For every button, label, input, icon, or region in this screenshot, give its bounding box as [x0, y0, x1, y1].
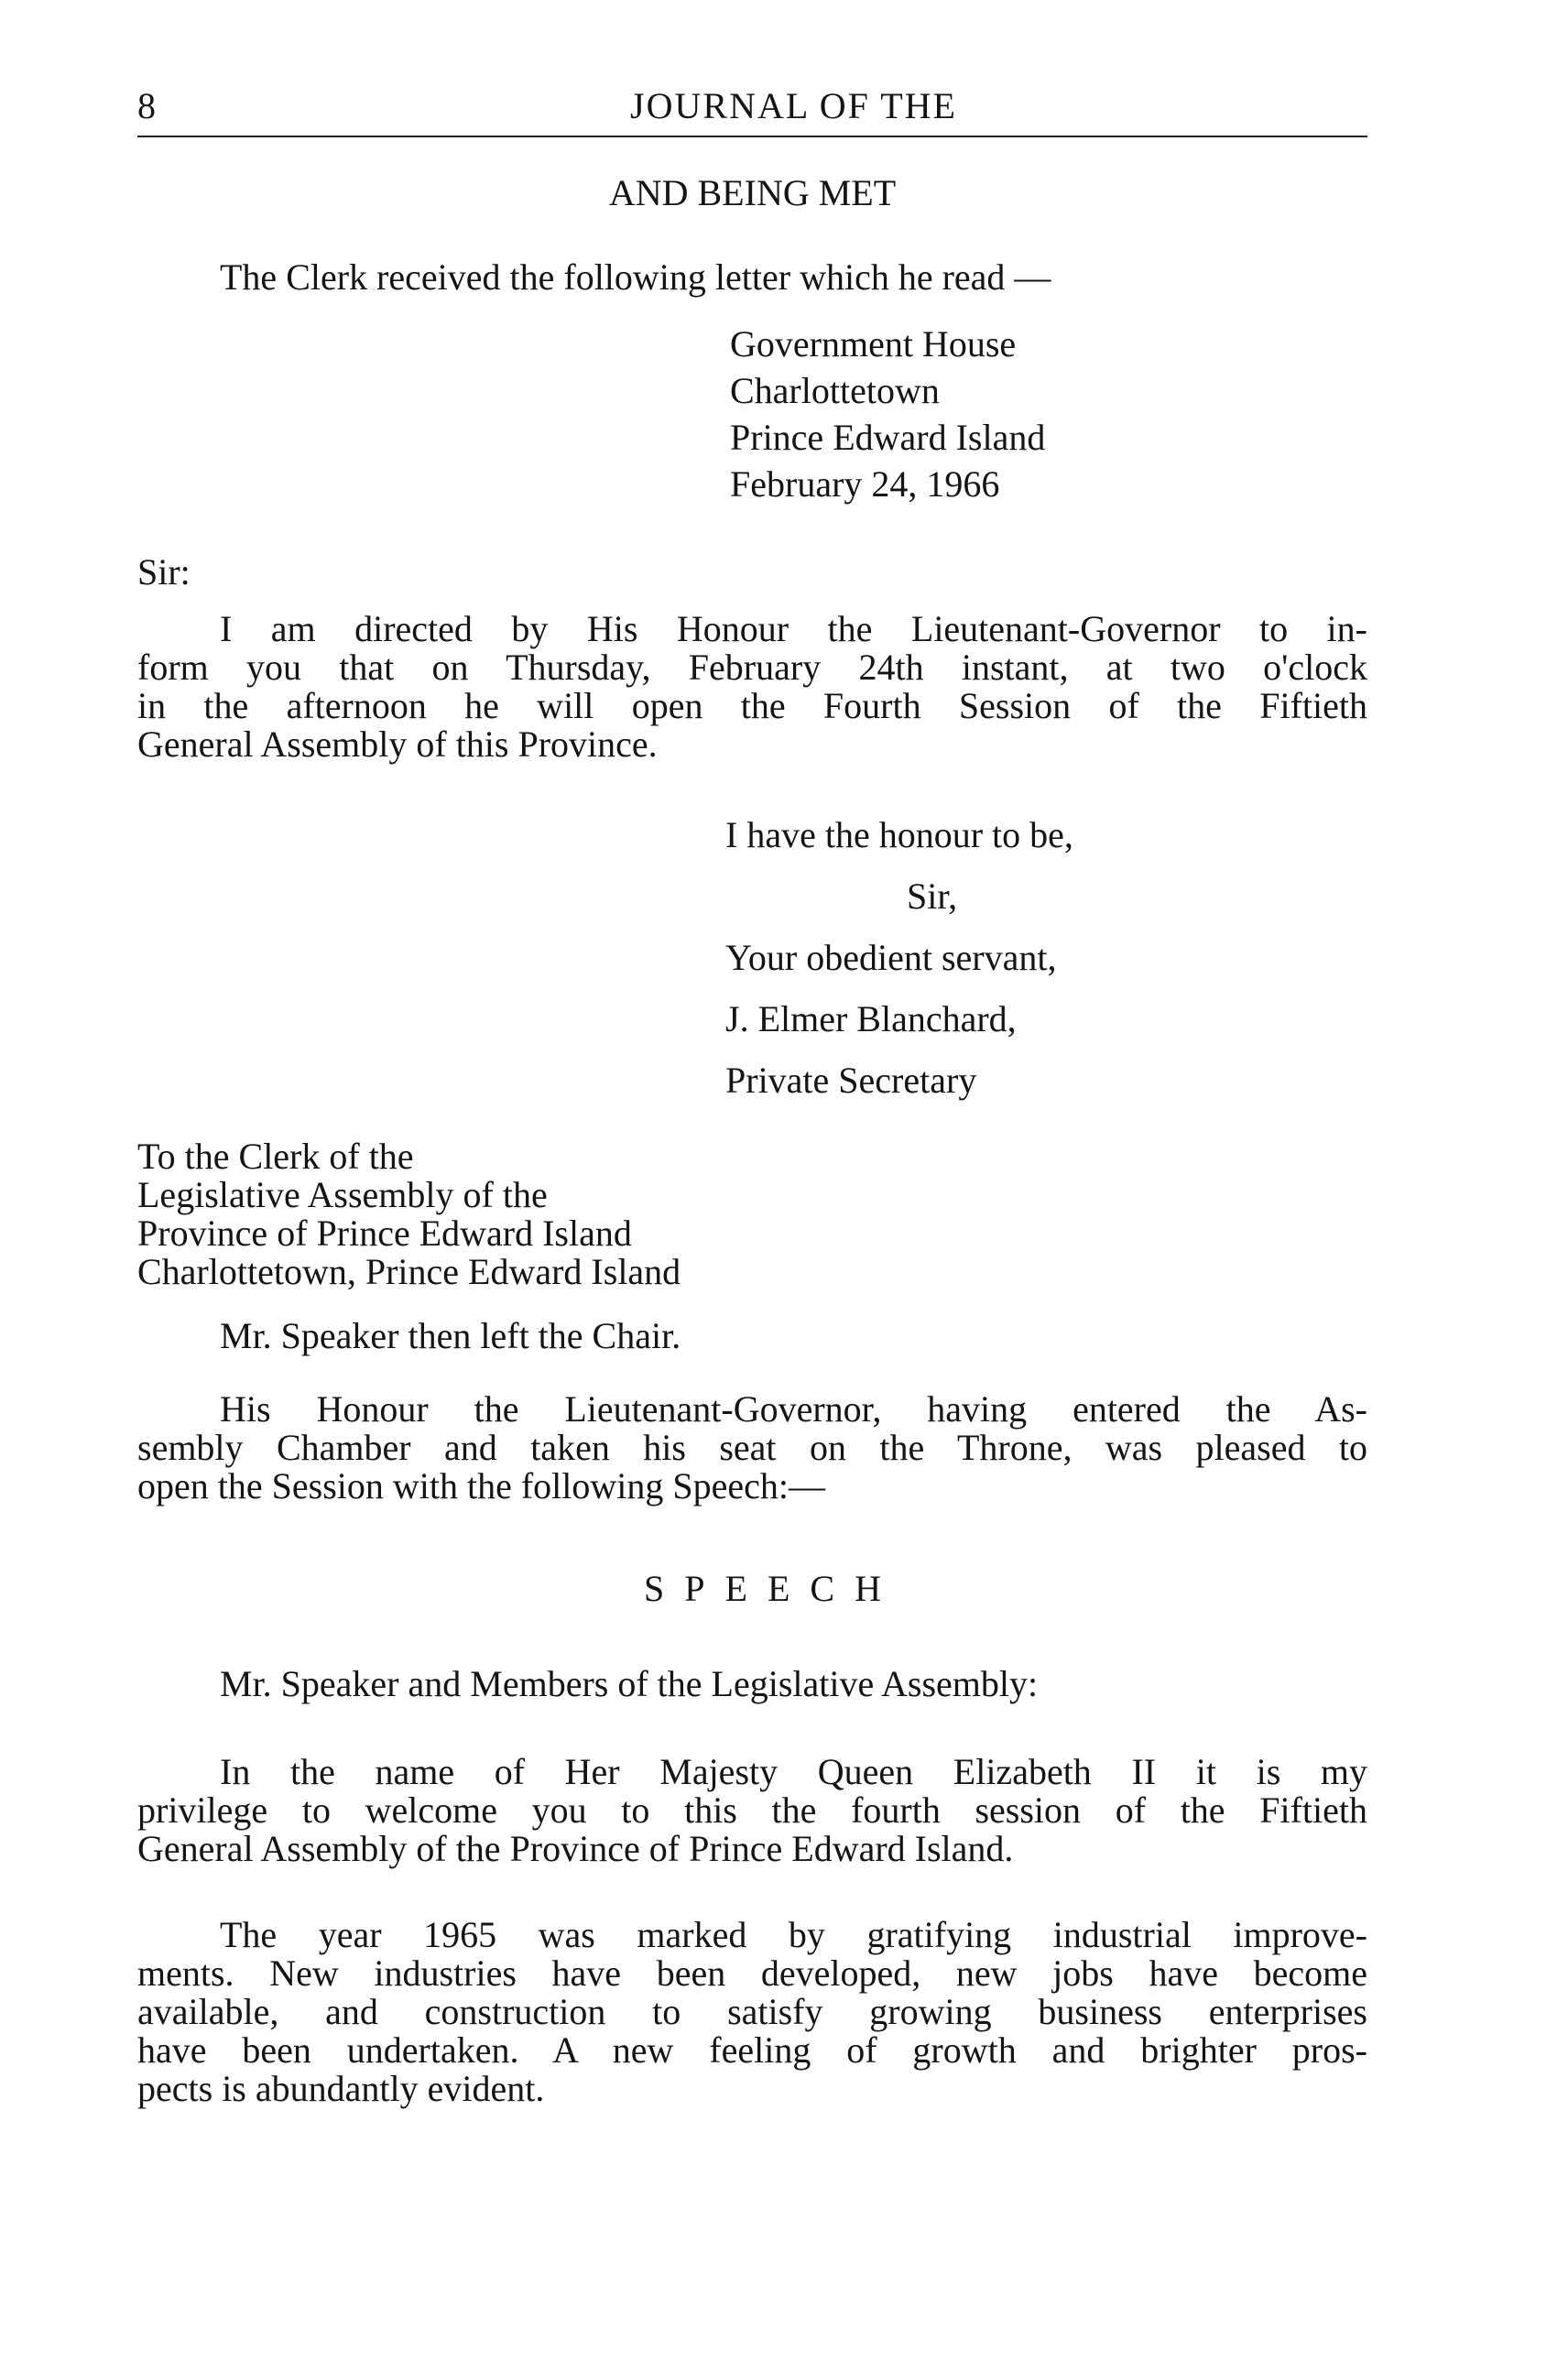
speech-paragraph-1 — [137, 1753, 1367, 1868]
body-line: form you that on Thursday, February 24th instant, at two o'clock — [137, 647, 1367, 688]
recipient-line: Charlottetown, Prince Edward Island — [137, 1251, 681, 1292]
speech-address: Mr. Speaker and Members of the Legislative Assembly: — [220, 1663, 1039, 1704]
recipient-line: To the Clerk of the — [137, 1136, 414, 1177]
paragraph-line: open the Session with the following Speech:— — [137, 1465, 826, 1506]
paragraph-line: sembly Chamber and taken his seat on the Throne, was pleased to — [137, 1427, 1367, 1468]
intro-line: The Clerk received the following letter which he read — — [220, 256, 1051, 298]
speech-paragraph-2 — [137, 1916, 1367, 2108]
body-line: I am directed by His Honour the Lieutenant-Governor to in- — [220, 608, 1367, 649]
recipient-line: Legislative Assembly of the — [137, 1174, 548, 1215]
recipient-block — [137, 1137, 681, 1291]
paragraph-line: available, and construction to satisfy growing business enterprises — [137, 1991, 1367, 2032]
paragraph-line: His Honour the Lieutenant-Governor, having entered the As- — [220, 1388, 1367, 1430]
address-line: Prince Edward Island — [730, 417, 1046, 458]
recipient-line: Province of Prince Edward Island — [137, 1213, 632, 1254]
letter-closing — [725, 804, 1073, 1111]
paragraph-line: pects is abundantly evident. — [137, 2068, 545, 2109]
speaker-left-line: Mr. Speaker then left the Chair. — [220, 1315, 681, 1356]
paragraph-line: In the name of Her Majesty Queen Elizabeth II it is my — [220, 1751, 1367, 1792]
paragraph-line: ments. New industries have been developed, new jobs have become — [137, 1952, 1367, 1994]
page-number: 8 — [137, 85, 156, 126]
body-line: General Assembly of this Province. — [137, 723, 658, 765]
address-date: February 24, 1966 — [730, 463, 1000, 505]
salutation: Sir: — [137, 551, 191, 593]
signature: J. Elmer Blanchard, — [725, 998, 1017, 1039]
speech-heading: SPEECH — [644, 1568, 901, 1609]
address-line: Charlottetown — [730, 370, 940, 411]
running-title: JOURNAL OF THE — [630, 85, 957, 126]
closing-line: Your obedient servant, — [725, 937, 1057, 978]
paragraph-line: The year 1965 was marked by gratifying industrial improve- — [220, 1914, 1367, 1955]
body-line: in the afternoon he will open the Fourth Session of the Fiftieth — [137, 685, 1367, 726]
honour-paragraph — [137, 1390, 1367, 1506]
section-heading: AND BEING MET — [608, 172, 897, 213]
address-line: Government House — [730, 323, 1017, 364]
closing-sir: Sir, — [907, 876, 958, 917]
letter-body — [137, 610, 1367, 764]
signatory-title: Private Secretary — [725, 1060, 977, 1101]
paragraph-line: privilege to welcome you to this the fourth session of the Fiftieth — [137, 1789, 1367, 1831]
paragraph-line: have been undertaken. A new feeling of growth and brighter pros- — [137, 2029, 1367, 2071]
page-header — [137, 84, 1367, 137]
closing-line: I have the honour to be, — [725, 814, 1073, 855]
paragraph-line: General Assembly of the Province of Prince Edward Island. — [137, 1828, 1014, 1869]
address-block — [730, 321, 1045, 507]
